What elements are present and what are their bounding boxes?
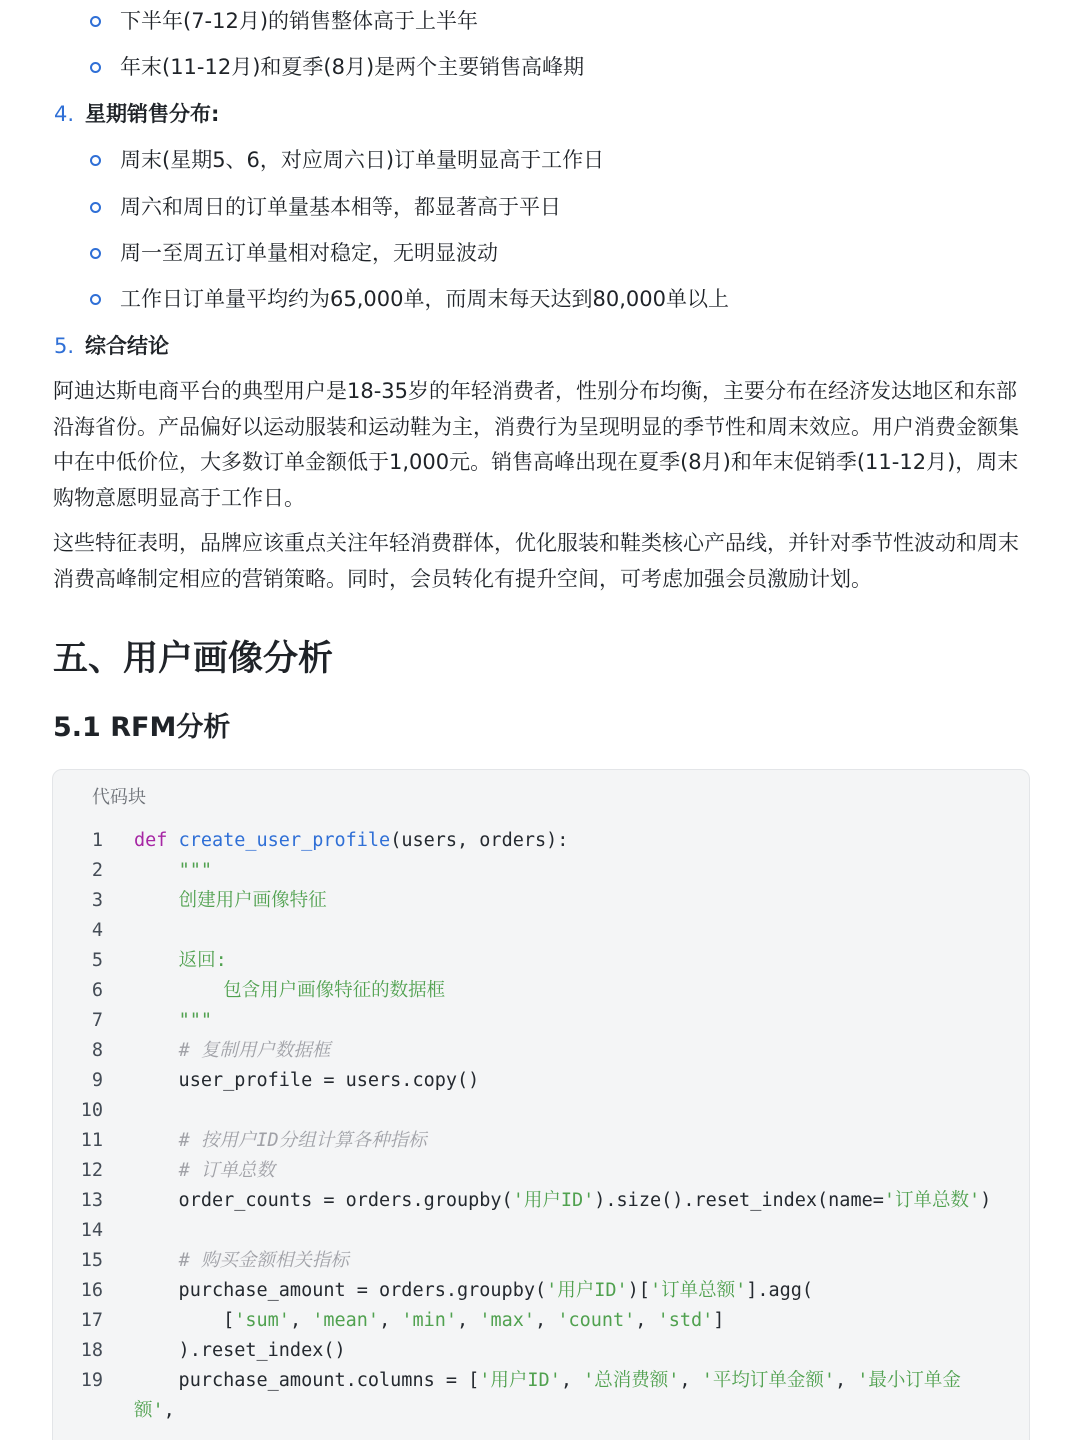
- code-token: ,: [635, 1310, 658, 1331]
- subsection-heading: 5.1 RFM分析: [53, 712, 231, 743]
- strategy-paragraph: 这些特征表明，品牌应该重点关注年轻消费群体，优化服装和鞋类核心产品线，并针对季节性波动和周末消费高峰制定相应的营销策略。同时，会员转化有提升空间，可考虑加强会员激励计划。: [53, 531, 1019, 591]
- code-token: '用户ID': [479, 1370, 561, 1391]
- line-number: 19: [80, 1370, 103, 1391]
- line-number: 10: [80, 1100, 103, 1121]
- code-source: [134, 1006, 212, 1036]
- code-line: [53, 1126, 1029, 1156]
- code-line: [53, 976, 1029, 1006]
- bullet-item: [0, 47, 1080, 87]
- numbered-heading-4: [0, 94, 1080, 134]
- code-token: order_counts = orders.groupby(: [134, 1190, 513, 1211]
- code-line: [53, 1216, 1029, 1246]
- code-token: 'sum': [234, 1310, 290, 1331]
- line-number: 6: [91, 980, 103, 1001]
- line-number: 15: [80, 1250, 103, 1271]
- code-line: [53, 1186, 1029, 1216]
- code-token: ,: [289, 1310, 313, 1331]
- conclusion-paragraph: 阿迪达斯电商平台的典型用户是18-35岁的年轻消费者，性别分布均衡，主要分布在经济发达地区和东部沿海省份。产品偏好以运动服装和运动鞋为主，消费行为呈现明显的季节性和周末效应。用户消费金额集中在中低价位，大多数订单金额低于1,000元。销售高峰出现在夏季(8月)和年末促销季(11-12月)，周末购物意愿明显高于工作日。: [53, 379, 1019, 510]
- line-number: 8: [91, 1040, 103, 1061]
- code-token: user_profile = users.copy(): [134, 1070, 480, 1091]
- code-line: [53, 1006, 1029, 1036]
- code-token: 'std': [657, 1310, 714, 1331]
- code-token: purchase_amount = orders.groupby(: [134, 1280, 547, 1301]
- bullet-text: 年末(11-12月)和夏季(8月)是两个主要销售高峰期: [120, 55, 585, 79]
- code-source: [134, 1276, 813, 1306]
- line-number: 2: [91, 860, 103, 881]
- numbered-heading-5: [0, 326, 1080, 366]
- code-token: [134, 1250, 179, 1271]
- bullet-text: 周末(星期5、6，对应周六日)订单量明显高于工作日: [120, 148, 605, 172]
- code-token: 'max': [479, 1310, 536, 1331]
- code-source: [134, 1396, 175, 1426]
- bullet-dot-icon: [90, 248, 101, 259]
- code-line: [53, 1306, 1029, 1336]
- code-source: [134, 1366, 961, 1396]
- code-token: '订单总额': [649, 1280, 747, 1301]
- list-heading: 星期销售分布:: [85, 102, 220, 126]
- code-token: '用户ID': [512, 1190, 595, 1211]
- code-line: [53, 826, 1029, 856]
- code-token: (users, orders):: [390, 830, 569, 851]
- code-source: [134, 1156, 275, 1186]
- code-line: [53, 1396, 1029, 1426]
- bullet-item: [0, 140, 1080, 180]
- code-token: '最小订单金: [857, 1370, 961, 1391]
- list-heading: 综合结论: [85, 334, 169, 358]
- line-number: 13: [80, 1190, 103, 1211]
- code-token: ]: [713, 1310, 725, 1331]
- code-source: [134, 976, 445, 1006]
- code-token: [134, 1130, 179, 1151]
- code-token: [134, 980, 223, 1001]
- code-line: [53, 1336, 1029, 1366]
- code-block: [52, 769, 1030, 1440]
- code-token: """: [178, 1010, 212, 1031]
- code-token: ,: [560, 1370, 584, 1391]
- code-line: [53, 1156, 1029, 1186]
- code-token: 'mean': [312, 1310, 380, 1331]
- code-line: [53, 886, 1029, 916]
- code-token: 'count': [557, 1310, 636, 1331]
- line-number: 3: [91, 890, 103, 911]
- code-token: ): [980, 1190, 992, 1211]
- code-token: [: [134, 1310, 235, 1331]
- code-source: [134, 1336, 346, 1366]
- code-line: [53, 1036, 1029, 1066]
- code-token: [134, 1160, 179, 1181]
- line-number: 9: [91, 1070, 103, 1091]
- code-token: ,: [457, 1310, 480, 1331]
- code-token: ).size().reset_index(name=: [594, 1190, 884, 1211]
- code-token: # 按用户ID分组计算各种指标: [178, 1130, 427, 1151]
- list-number: 4.: [54, 102, 75, 126]
- bullet-text: 工作日订单量平均约为65,000单，而周末每天达到80,000单以上: [120, 287, 729, 311]
- list-number: 5.: [54, 334, 75, 358]
- code-line: [53, 1276, 1029, 1306]
- code-line: [53, 856, 1029, 886]
- code-block-label: 代码块: [92, 787, 146, 808]
- bullet-dot-icon: [90, 294, 101, 305]
- bullet-text: 周六和周日的订单量基本相等，都显著高于平日: [120, 195, 561, 219]
- line-number: 17: [80, 1310, 103, 1331]
- bullet-dot-icon: [90, 62, 101, 73]
- line-number: 11: [80, 1130, 103, 1151]
- code-source: [134, 1126, 427, 1156]
- line-number: 5: [91, 950, 103, 971]
- code-token: ,: [163, 1400, 175, 1421]
- line-number: 14: [80, 1220, 103, 1241]
- code-token: # 复制用户数据框: [178, 1040, 331, 1061]
- code-source: [134, 1306, 724, 1336]
- code-source: [134, 1246, 349, 1276]
- code-source: [134, 1036, 330, 1066]
- code-token: ).reset_index(): [134, 1340, 346, 1361]
- code-token: """: [178, 860, 212, 881]
- code-token: 返回:: [178, 950, 227, 971]
- code-token: '订单总数': [883, 1190, 981, 1211]
- code-source: [134, 856, 212, 886]
- bullet-item: [0, 1, 1080, 41]
- code-token: ,: [834, 1370, 858, 1391]
- code-token: '用户ID': [546, 1280, 628, 1301]
- code-token: '总消费额': [583, 1370, 680, 1391]
- bullet-dot-icon: [90, 202, 101, 213]
- code-line: [53, 1066, 1029, 1096]
- code-line: [53, 916, 1029, 946]
- bullet-item: [0, 233, 1080, 273]
- code-token: [134, 1040, 179, 1061]
- line-number: 7: [91, 1010, 103, 1031]
- code-token: create_user_profile: [178, 830, 391, 851]
- code-source: [134, 886, 327, 916]
- line-number: 1: [91, 830, 103, 851]
- code-token: 'min': [401, 1310, 458, 1331]
- code-token: [134, 950, 179, 971]
- section-heading: 五、用户画像分析: [53, 639, 334, 679]
- code-token: # 购买金额相关指标: [178, 1250, 349, 1271]
- code-token: '平均订单金额': [701, 1370, 835, 1391]
- bullet-dot-icon: [90, 16, 101, 27]
- code-source: [134, 826, 568, 856]
- code-token: [134, 890, 179, 911]
- bullet-text: 下半年(7-12月)的销售整体高于上半年: [120, 9, 479, 33]
- code-token: 包含用户画像特征的数据框: [223, 980, 446, 1001]
- code-token: ].agg(: [746, 1280, 814, 1301]
- code-line: [53, 1096, 1029, 1126]
- code-token: )[: [627, 1280, 650, 1301]
- code-token: # 订单总数: [178, 1160, 275, 1181]
- line-number: 4: [91, 920, 103, 941]
- code-token: def: [134, 830, 179, 851]
- line-number: 12: [80, 1160, 103, 1181]
- code-token: [134, 1010, 179, 1031]
- line-number: 16: [80, 1280, 103, 1301]
- code-token: ,: [379, 1310, 402, 1331]
- bullet-item: [0, 187, 1080, 227]
- code-line: [53, 1366, 1029, 1396]
- code-source: [134, 946, 227, 976]
- bullet-item: [0, 279, 1080, 319]
- code-token: ,: [679, 1370, 702, 1391]
- code-token: [134, 860, 179, 881]
- bullet-text: 周一至周五订单量相对稳定，无明显波动: [120, 241, 498, 265]
- code-line: [53, 1246, 1029, 1276]
- code-token: 额': [134, 1400, 164, 1421]
- code-line: [53, 946, 1029, 976]
- bullet-dot-icon: [90, 155, 101, 166]
- line-number: 18: [80, 1340, 103, 1361]
- code-token: purchase_amount.columns = [: [134, 1370, 480, 1391]
- code-token: ,: [535, 1310, 558, 1331]
- code-source: [134, 1066, 479, 1096]
- code-source: [134, 1186, 991, 1216]
- code-token: 创建用户画像特征: [178, 890, 327, 911]
